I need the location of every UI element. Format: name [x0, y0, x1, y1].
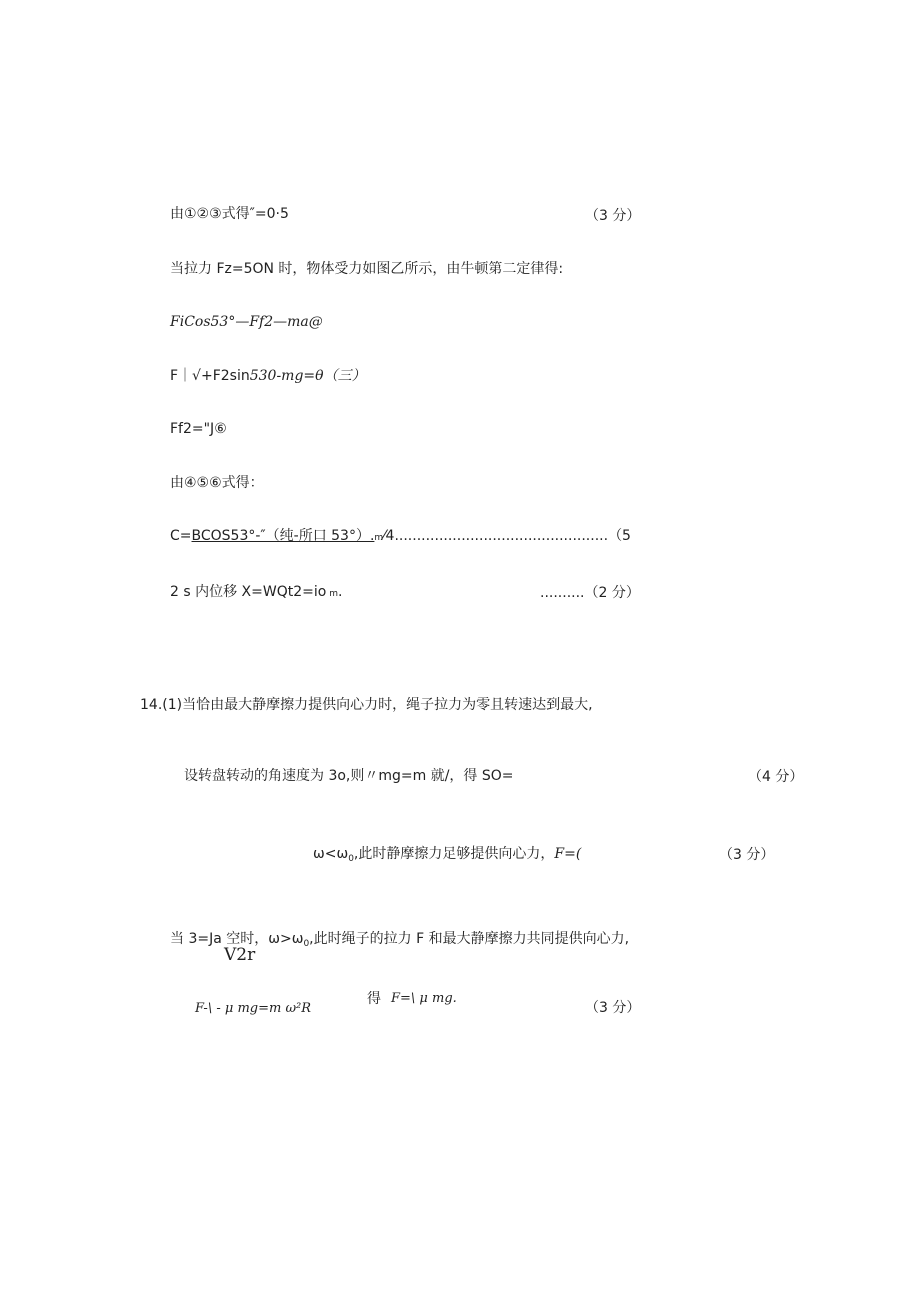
equation-part: ω<ω	[313, 846, 349, 862]
score-label: （3 分）	[585, 1000, 641, 1016]
equation-part: m	[374, 533, 384, 543]
equation-part: .	[337, 584, 343, 600]
equation-result: F=\ μ mg.	[391, 991, 457, 1006]
paragraph-line-6: 由④⑤⑥式得：	[170, 475, 264, 491]
text-de: 得	[367, 991, 381, 1007]
score-label: （4 分）	[748, 769, 804, 785]
equation-line-1	[170, 205, 289, 223]
equation-line-5: Ff2="J⑥	[170, 421, 227, 437]
fraction-denominator: V2r	[224, 945, 256, 965]
equation-line-3: FiCos53°—Ff2—ma@	[170, 314, 323, 330]
equation-line: F-\ - μ mg=m ω²R	[195, 1001, 312, 1016]
equation-part: ,此时静摩擦力足够提供向心力，	[353, 846, 555, 862]
equation-part: C=	[170, 528, 192, 544]
equation-part: 530-mg=θ（三）	[249, 368, 366, 384]
equation-part: ⁄4	[383, 528, 395, 544]
text: 由①②③式得″=0·5	[170, 206, 289, 222]
score-label: （3 分）	[719, 847, 775, 863]
score-label: （3 分）	[585, 208, 641, 224]
equation-part: m	[326, 589, 338, 599]
equation-part: F=(	[554, 846, 582, 862]
question-14-line-3	[313, 845, 581, 868]
score-label: ..........（2 分）	[540, 585, 640, 601]
leader-dots: ................................................	[394, 528, 609, 544]
equation-part: 当 3=Ja 空时，ω>ω	[170, 931, 304, 947]
question-14-line-2: 设转盘转动的角速度为 3o,则〃mg=m 就/，得 SO=	[184, 768, 514, 784]
equation-underlined: BCOS53°-″（纯-所口 53°）.	[191, 528, 375, 544]
paragraph-line-2: 当拉力 Fz=5ON 时，物体受力如图乙所示，由牛顿第二定律得:	[170, 261, 564, 277]
equation-part: 2 s 内位移 X=WQt2=io	[170, 584, 327, 600]
subscript: 0	[303, 939, 310, 949]
equation-part: ,此时绳子的拉力 F 和最大静摩擦力共同提供向心力,	[309, 931, 630, 947]
subscript: 0	[348, 854, 354, 864]
equation-line-8	[170, 583, 342, 603]
score-label: （5	[608, 528, 631, 544]
equation-part: F｜√+F2sin	[170, 368, 250, 384]
question-14-heading: 14.(1)当恰由最大静摩擦力提供向心力时，绳子拉力为零且转速达到最大,	[140, 697, 593, 713]
equation-line-4	[170, 367, 366, 385]
equation-line-7	[170, 527, 631, 547]
